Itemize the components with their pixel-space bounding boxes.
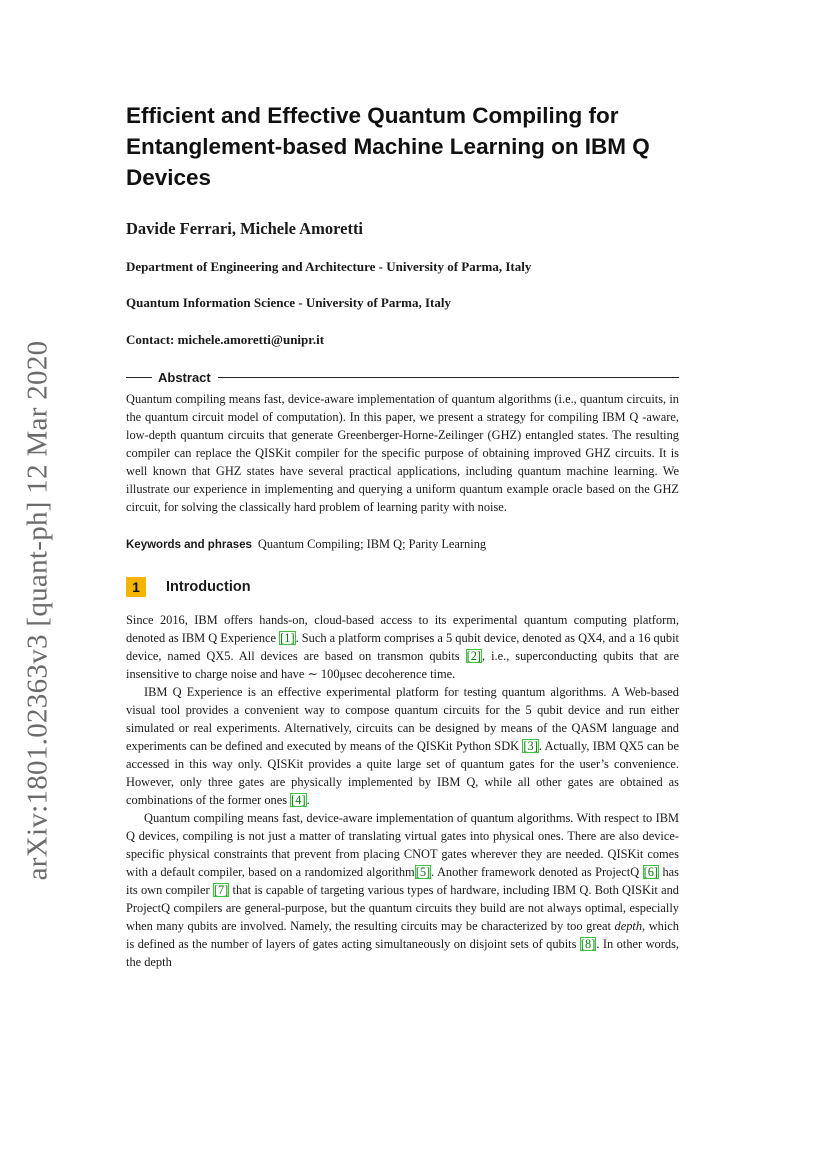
affiliation-qis: Quantum Information Science - University of Parma, Italy — [126, 295, 451, 310]
text-run: Quantum compiling means fast, device-aware implementation of quantum algorithms. With respect to IBM Q devices, compiling is not just a matter of translating virtual gates into physical ones. There are also device-specific physical constraints that prevent from placing CNOT gates wherever they are needed. QISKit comes with a default compiler, based on a randomized algorithm — [126, 811, 679, 879]
text-run: , i.e., superconducting qubits that are insensitive to charge noise and have ∼ 100μsec decoherence time. — [126, 649, 680, 681]
arxiv-identifier: arXiv:1801.02363v3 [quant-ph] 12 Mar 2020 — [21, 340, 54, 880]
citation-link[interactable]: [4] — [291, 793, 306, 807]
keywords-text: Quantum Compiling; IBM Q; Parity Learning — [257, 537, 487, 551]
section-number-badge: 1 — [126, 577, 146, 597]
text-run: , which is defined as the number of layers of gates acting simultaneously on disjoint sets of qubits — [126, 919, 679, 951]
abstract-rule-left — [126, 377, 152, 378]
keywords-label: Keywords and phrases — [126, 539, 252, 551]
keywords-line — [126, 537, 679, 552]
text-run: . Another framework denoted as ProjectQ — [431, 865, 643, 879]
text-run: that is capable of targeting various types of hardware, including IBM Q. Both QISKit and ProjectQ compilers are general-purpose, but the quantum circuits they build are not always optimal, especially when many qubits are involved. Namely, the resulting circuits may be characterized by too great — [126, 883, 679, 933]
abstract-rule-right — [218, 377, 679, 378]
introduction-body — [126, 611, 679, 971]
text-run: . — [306, 793, 310, 807]
citation-link[interactable]: [7] — [213, 883, 229, 897]
author-list: Davide Ferrari, Michele Amoretti — [126, 219, 364, 238]
citation-link[interactable]: [5] — [415, 865, 431, 879]
abstract-heading-row — [126, 368, 679, 386]
abstract-heading: Abstract — [158, 369, 211, 385]
paper-page — [126, 100, 679, 971]
text-run: . Such a platform comprises a 5 qubit device, denoted as QX4, and a 16 qubit device, named QX5. All devices are based on transmon qubits — [126, 631, 679, 663]
paragraph-3 — [126, 809, 679, 971]
citation-link[interactable]: [3] — [523, 739, 538, 753]
emphasis: depth — [614, 919, 643, 933]
section-title: Introduction — [166, 579, 251, 595]
citation-link[interactable]: [8] — [580, 937, 596, 951]
contact-email: Contact: michele.amoretti@unipr.it — [126, 332, 325, 347]
citation-link[interactable]: [1] — [280, 631, 295, 645]
arxiv-side-stamp — [14, 340, 62, 880]
affiliation-engineering: Department of Engineering and Architecture - University of Parma, Italy — [126, 259, 532, 274]
text-run: Since 2016, IBM offers hands-on, cloud-based access to its experimental quantum computing platform, denoted as IBM Q Experience — [126, 613, 679, 645]
text-run: IBM Q Experience is an effective experimental platform for testing quantum algorithms. A Web-based visual tool provides a convenient way to compose quantum circuits for the 5 qubit device and run either simulated or real experiments. Alternatively, circuits can be designed by means of the QASM language and experiments can be defined and executed by means of the QISKit Python SDK — [126, 685, 679, 753]
text-run: . Actually, IBM QX5 can be accessed in this way only. QISKit provides a quite large set of quantum gates for the user’s convenience. However, only three gates are physically implemented by IBM Q, while all other gates are obtained as combinations of the former ones — [126, 739, 679, 807]
paper-title: Efficient and Effective Quantum Compiling for Entanglement-based Machine Learning on IBM Q Devices — [126, 103, 650, 190]
abstract-body: Quantum compiling means fast, device-aware implementation of quantum algorithms (i.e., quantum circuits, in the quantum circuit model of computation). In this paper, we present a strategy for compiling IBM Q -aware, low-depth quantum circuits that generate Greenberger-Horne-Zeilinger (GHZ) entangled states. The resulting compiler can replace the QISKit compiler for the specific purpose of obtaining improved GHZ circuits. It is well known that GHZ states have several practical applications, including quantum machine learning. We illustrate our experience in implementing and querying a uniform quantum example oracle based on the GHZ circuit, for solving the classically hard problem of learning parity with noise. — [126, 392, 679, 514]
text-run: . In other words, the depth — [126, 937, 679, 969]
paragraph-2 — [126, 683, 679, 809]
citation-link[interactable]: [6] — [643, 865, 659, 879]
citation-link[interactable]: [2] — [466, 649, 482, 663]
section-heading — [126, 577, 679, 597]
text-run: has its own compiler — [126, 865, 679, 897]
paragraph-1 — [126, 611, 679, 683]
